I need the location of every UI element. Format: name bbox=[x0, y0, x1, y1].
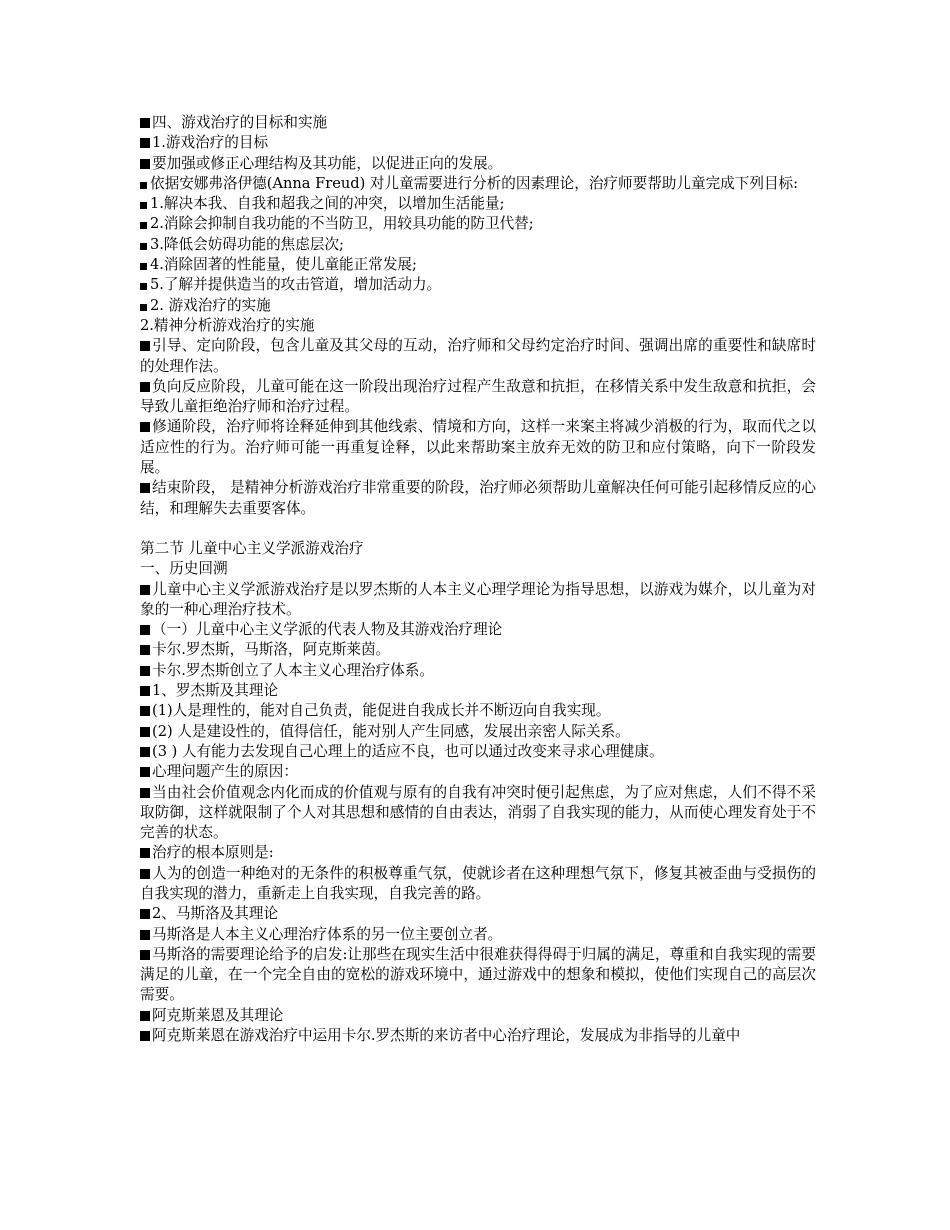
square-bullet-icon bbox=[140, 382, 150, 392]
line-text: 5.了解并提供造当的攻击管道，增加活动力。 bbox=[150, 276, 442, 294]
line-text: 2.精神分析游戏治疗的实施 bbox=[140, 316, 315, 334]
square-bullet-icon bbox=[140, 243, 147, 250]
text-line bbox=[140, 783, 816, 844]
text-line bbox=[140, 113, 816, 133]
line-text: 修通阶段，治疗师将诠释延伸到其他线索、情境和方向，这样一来案主将减少消极的行为，取而代之以适应性的行为。治疗师可能一再重复诠释，以此来帮助案主放弃无效的防卫和应付策略，向下一阶段发展。 bbox=[140, 418, 816, 477]
text-line bbox=[140, 214, 816, 234]
square-bullet-icon bbox=[140, 283, 147, 290]
square-bullet-icon bbox=[140, 666, 150, 676]
line-text: 1、罗杰斯及其理论 bbox=[152, 682, 279, 700]
line-text: 3.降低会妨碍功能的焦虑层次; bbox=[150, 235, 344, 253]
square-bullet-icon bbox=[140, 706, 150, 716]
document-page bbox=[140, 113, 816, 1046]
text-line bbox=[140, 1006, 816, 1026]
line-text: 4.消除固著的性能量，使儿童能正常发展; bbox=[150, 256, 417, 274]
text-line bbox=[140, 925, 816, 945]
square-bullet-icon bbox=[140, 625, 150, 635]
line-text: 引导、定向阶段，包含儿童及其父母的互动，治疗师和父母约定治疗时间、强调出席的重要性和缺席时的处理作法。 bbox=[140, 337, 816, 375]
square-bullet-icon bbox=[140, 869, 150, 879]
text-line bbox=[140, 681, 816, 701]
line-text: 依据安娜弗洛伊德(Anna Freud) 对儿童需要进行分析的因素理论，治疗师要帮助儿童完成下列目标: bbox=[150, 174, 799, 192]
line-text: 四、游戏治疗的目标和实施 bbox=[152, 114, 328, 131]
text-line bbox=[140, 945, 816, 1006]
square-bullet-icon bbox=[140, 909, 150, 919]
square-bullet-icon bbox=[140, 930, 150, 940]
text-line bbox=[140, 843, 816, 863]
line-text: 2. 游戏治疗的实施 bbox=[150, 296, 271, 314]
square-bullet-icon bbox=[140, 422, 150, 432]
text-line bbox=[140, 296, 816, 316]
text-line bbox=[140, 154, 816, 174]
text-line bbox=[140, 539, 816, 559]
line-text: 负向反应阶段，儿童可能在这一阶段出现治疗过程产生敌意和抗拒，在移情关系中发生敌意和抗拒，会导致儿童拒绝治疗师和治疗过程。 bbox=[140, 377, 816, 416]
text-line bbox=[140, 559, 816, 579]
square-bullet-icon bbox=[140, 585, 150, 595]
line-text: 马斯洛是人本主义心理治疗体系的另一位主要创立者。 bbox=[152, 925, 503, 943]
text-line bbox=[140, 194, 816, 214]
text-line bbox=[140, 580, 816, 621]
line-text: (3 ) 人有能力去发现自己心理上的适应不良，也可以通过改变来寻求心理健康。 bbox=[152, 742, 664, 760]
square-bullet-icon bbox=[140, 950, 150, 960]
square-bullet-icon bbox=[140, 848, 150, 858]
line-text: 阿克斯莱恩及其理论 bbox=[152, 1006, 284, 1024]
text-line bbox=[140, 864, 816, 905]
line-text: (2) 人是建设性的，值得信任，能对别人产生同感，发展出亲密人际关系。 bbox=[152, 722, 630, 740]
square-bullet-icon bbox=[140, 1031, 150, 1041]
text-line bbox=[140, 417, 816, 478]
text-line bbox=[140, 620, 816, 640]
text-line bbox=[140, 255, 816, 275]
text-line bbox=[140, 174, 816, 194]
square-bullet-icon bbox=[140, 263, 147, 270]
line-text: 1.解决本我、自我和超我之间的冲突，以增加生活能量; bbox=[150, 195, 505, 213]
line-text: 马斯洛的需要理论给予的启发:让那些在现实生活中很难获得得碍于归属的满足，尊重和自我实现的需要满足的儿童，在一个完全自由的宽松的游戏环境中，通过游戏中的想象和模拟，使他们实现自己的高层次需要。 bbox=[140, 945, 816, 1004]
square-bullet-icon bbox=[140, 788, 150, 798]
line-text: 人为的创造一种绝对的无条件的积极尊重气氛，使就诊者在这种理想气氛下，修复其被歪曲与受损伤的自我实现的潜力，重新走上自我实现，自我完善的路。 bbox=[140, 864, 816, 902]
line-text: 2、马斯洛及其理论 bbox=[152, 905, 279, 923]
line-text: (1)人是理性的，能对自己负责，能促进自我成长并不断迈向自我实现。 bbox=[152, 702, 611, 720]
text-line bbox=[140, 904, 816, 924]
square-bullet-icon bbox=[140, 747, 150, 757]
square-bullet-icon bbox=[140, 202, 147, 209]
square-bullet-icon bbox=[140, 341, 150, 351]
line-text: 治疗的根本原则是: bbox=[152, 844, 274, 862]
text-line bbox=[140, 640, 816, 660]
text-line bbox=[140, 478, 816, 519]
square-bullet-icon bbox=[140, 645, 150, 655]
line-text: 卡尔.罗杰斯，马斯洛，阿克斯莱茵。 bbox=[152, 641, 391, 659]
square-bullet-icon bbox=[140, 138, 150, 148]
square-bullet-icon bbox=[140, 304, 147, 311]
line-text: 第二节 儿童中心主义学派游戏治疗 bbox=[140, 539, 364, 557]
square-bullet-icon bbox=[140, 767, 150, 777]
line-text: 心理问题产生的原因： bbox=[152, 763, 298, 781]
text-line bbox=[140, 722, 816, 742]
text-line bbox=[140, 661, 816, 681]
square-bullet-icon bbox=[140, 1011, 150, 1021]
text-line bbox=[140, 742, 816, 762]
square-bullet-icon bbox=[140, 182, 147, 189]
text-line bbox=[140, 275, 816, 295]
line-text: 1.游戏治疗的目标 bbox=[152, 134, 269, 152]
square-bullet-icon bbox=[140, 222, 147, 229]
line-text: 要加强或修正心理结构及其功能，以促进正向的发展。 bbox=[152, 154, 503, 172]
text-line bbox=[140, 377, 816, 418]
square-bullet-icon bbox=[140, 118, 150, 128]
square-bullet-icon bbox=[140, 686, 150, 696]
text-line bbox=[140, 762, 816, 782]
line-text: 当由社会价值观念内化而成的价值观与原有的自我有冲突时便引起焦虑，为了应对焦虑，人们不得不采取防御，这样就限制了个人对其思想和感情的自由表达，消弱了自我实现的能力，从而使心理发育处于不完善的状态。 bbox=[140, 783, 816, 842]
text-line bbox=[140, 1026, 816, 1046]
square-bullet-icon bbox=[140, 483, 150, 493]
line-text: 一、历史回溯 bbox=[140, 560, 228, 578]
line-text: 结束阶段， 是精神分析游戏治疗非常重要的阶段，治疗师必须帮助儿童解决任何可能引起移情反应的心结，和理解失去重要客体。 bbox=[140, 479, 816, 517]
line-text: 2.消除会抑制自我功能的不当防卫，用较具功能的防卫代替; bbox=[150, 215, 534, 233]
text-line bbox=[140, 235, 816, 255]
text-line bbox=[140, 316, 816, 336]
text-line bbox=[140, 701, 816, 721]
text-line bbox=[140, 336, 816, 377]
line-text: （一）儿童中心主义学派的代表人物及其游戏治疗理论 bbox=[152, 621, 503, 639]
square-bullet-icon bbox=[140, 159, 150, 169]
line-text: 卡尔.罗杰斯创立了人本主义心理治疗体系。 bbox=[152, 661, 434, 679]
line-text: 阿克斯莱恩在游戏治疗中运用卡尔.罗杰斯的来访者中心治疗理论，发展成为非指导的儿童中 bbox=[152, 1027, 741, 1045]
line-text: 儿童中心主义学派游戏治疗是以罗杰斯的人本主义心理学理论为指导思想，以游戏为媒介，以儿童为对象的一种心理治疗技术。 bbox=[140, 580, 816, 618]
text-line bbox=[140, 133, 816, 153]
paragraph-gap bbox=[140, 519, 816, 539]
square-bullet-icon bbox=[140, 727, 150, 737]
